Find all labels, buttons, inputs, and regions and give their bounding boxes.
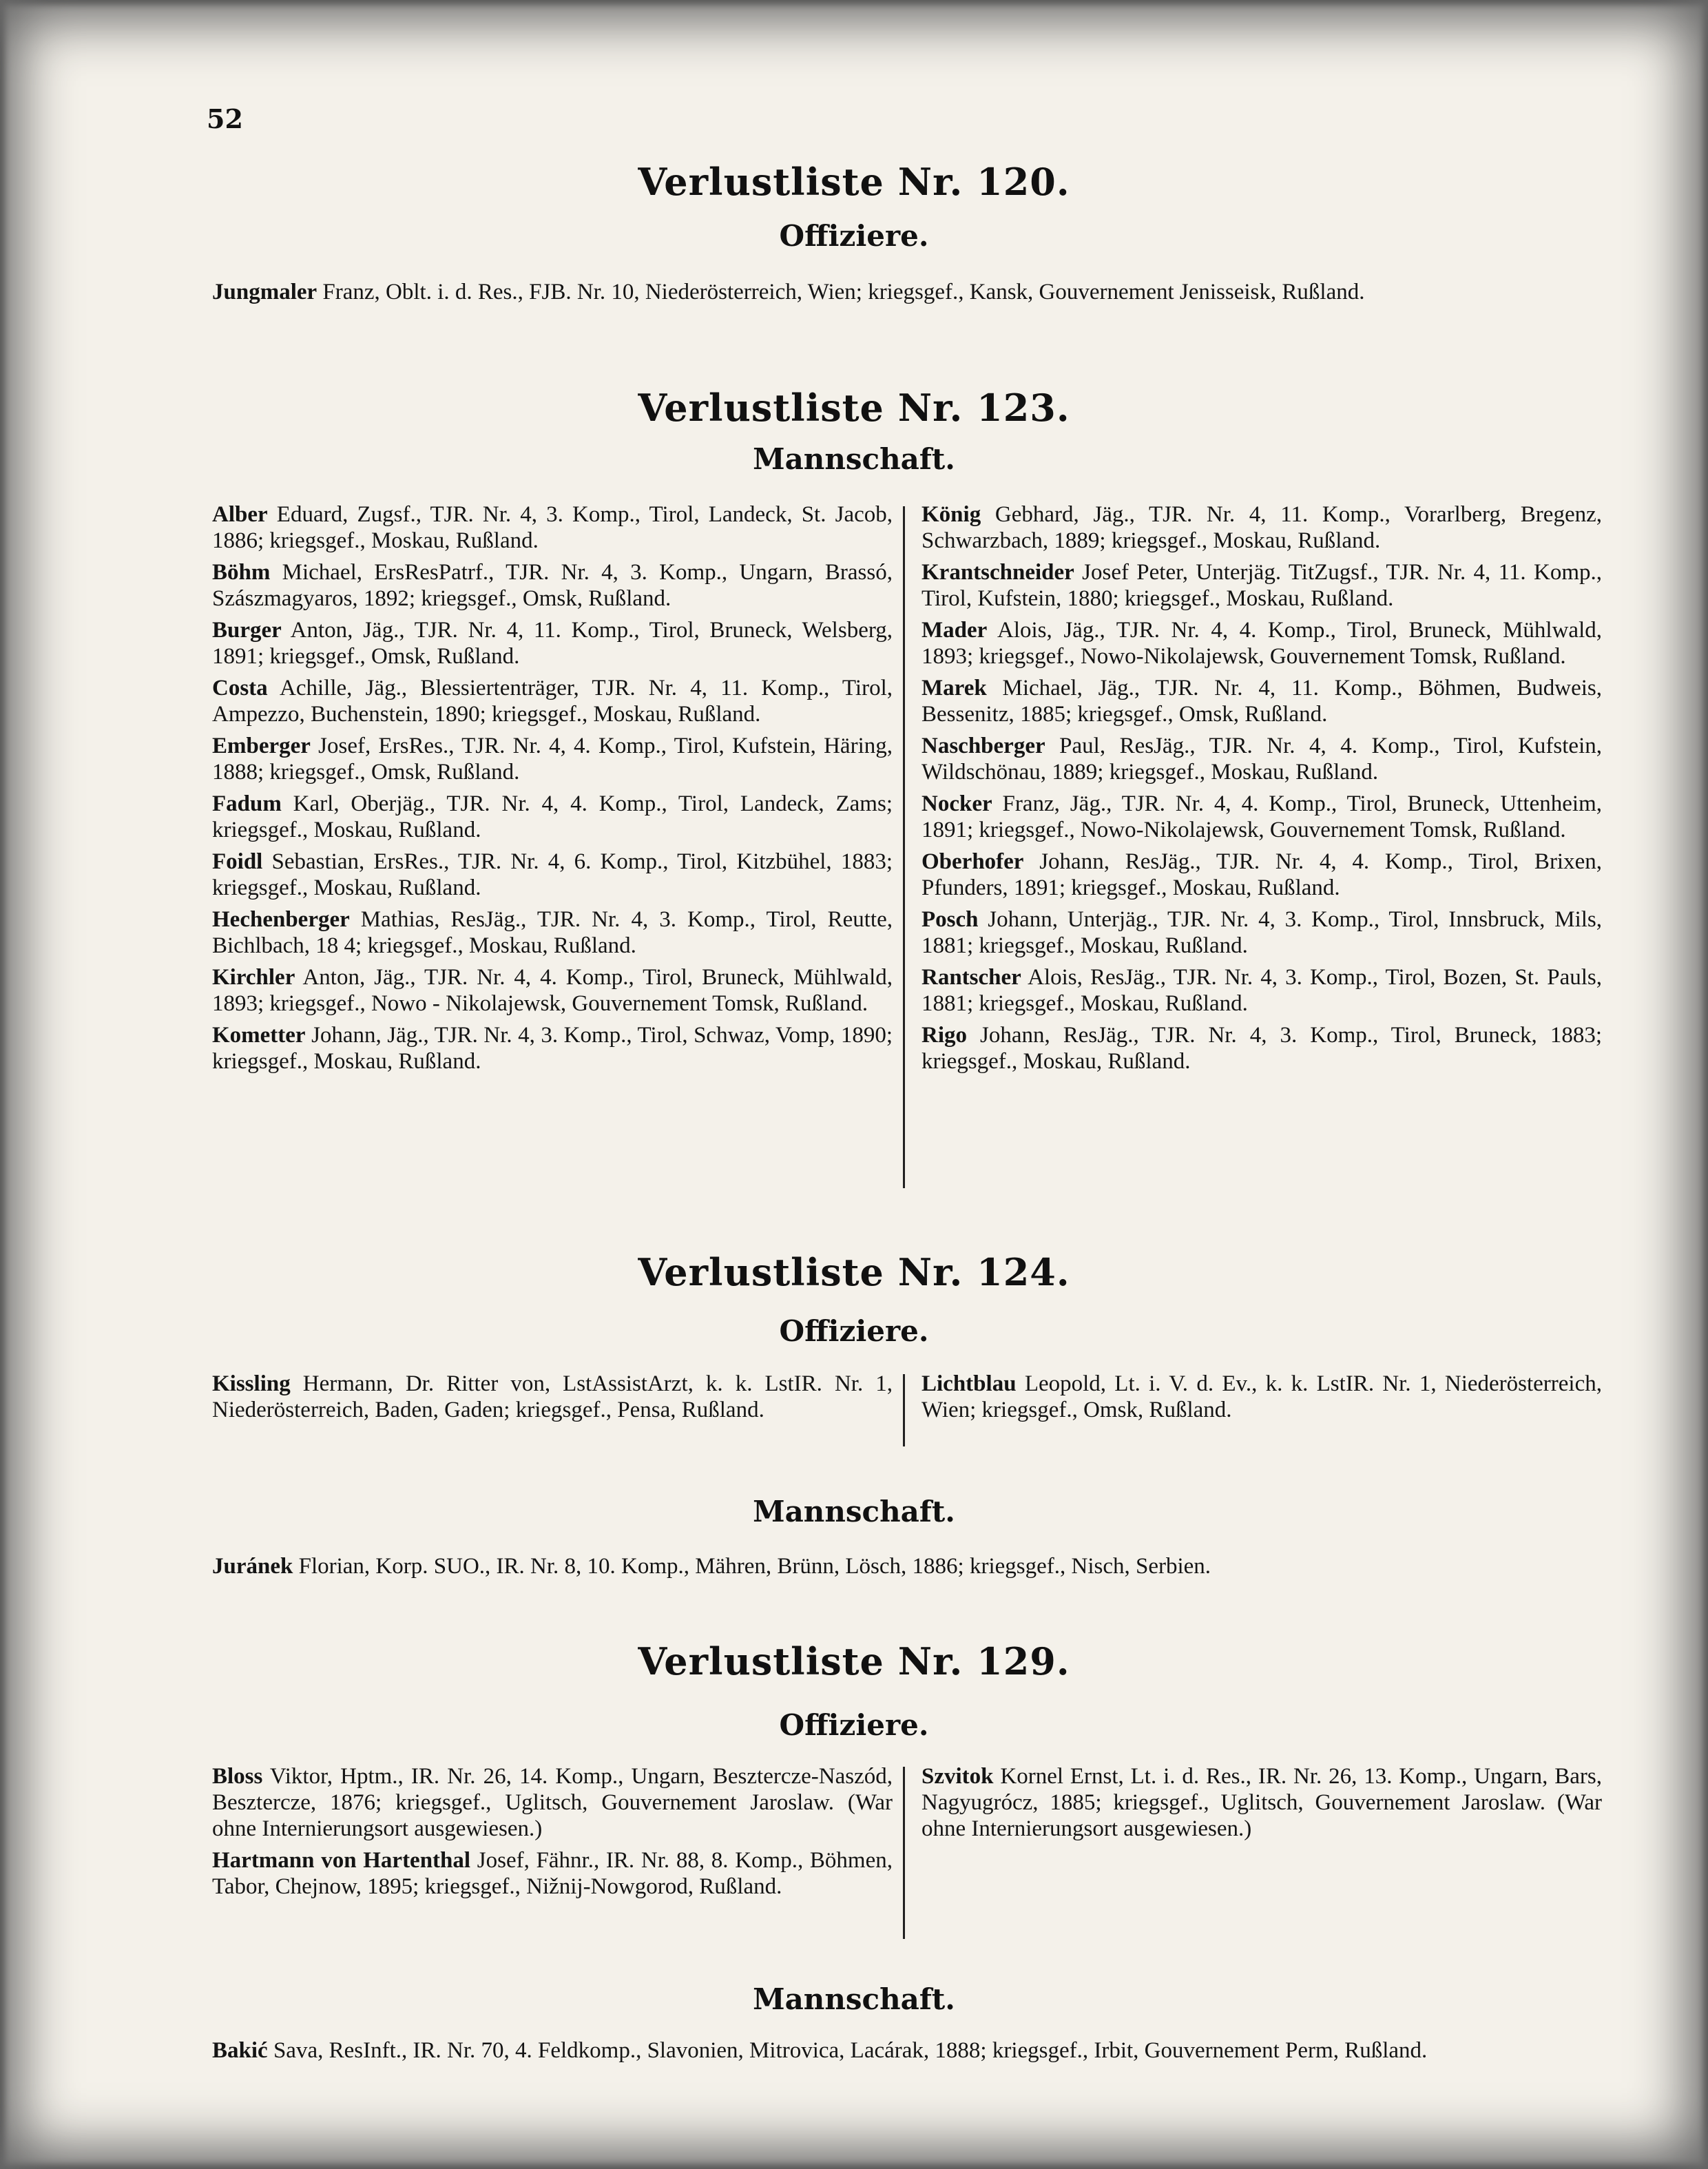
entry-name: Kirchler — [212, 965, 295, 990]
list-item — [212, 675, 893, 727]
list-item — [212, 1847, 893, 1900]
entry-name: Krantschneider — [921, 560, 1074, 585]
entry-text: Hermann, Dr. Ritter von, LstAssistArzt, k. k. LstIR. Nr. 1, Niederösterreich, Baden, Gaden; kriegsgef., Pensa, Rußland. — [212, 1371, 893, 1422]
list-item — [212, 733, 893, 785]
entry-name: Oberhofer — [921, 849, 1024, 874]
entry-text: Sava, ResInft., IR. Nr. 70, 4. Feldkomp., Slavonien, Mitrovica, Lacárak, 1888; kriegsgef., Irbit, Gouvernement Perm, Rußland. — [267, 2038, 1428, 2063]
list-item — [921, 1763, 1602, 1842]
list-item — [212, 617, 893, 670]
section-title-124: Verlustliste Nr. 124. — [638, 1250, 1070, 1294]
entry-text: Viktor, Hptm., IR. Nr. 26, 14. Komp., Ungarn, Besztercze-Naszód, Besztercze, 1876; kriegsgef., Uglitsch, Gouvernement Jaroslaw. (War ohne Internierungsort ausgewiesen.) — [212, 1764, 893, 1841]
list-item — [212, 849, 893, 901]
entry-name: Hartmann von Hartenthal — [212, 1848, 471, 1873]
entry-name: Rantscher — [921, 965, 1021, 990]
list-item — [921, 1022, 1602, 1075]
group-heading-124-mannschaft: Mannschaft. — [753, 1495, 955, 1528]
entry-name: Emberger — [212, 734, 311, 758]
entry-text: Leopold, Lt. i. V. d. Ev., k. k. LstIR. Nr. 1, Niederösterreich, Wien; kriegsgef., Omsk, Rußland. — [921, 1371, 1602, 1422]
entry-name: Costa — [212, 676, 268, 700]
entry-name: Alber — [212, 502, 268, 527]
entry-name: Böhm — [212, 560, 271, 585]
entry-name: Bloss — [212, 1764, 263, 1789]
column-right-124 — [921, 1371, 1602, 1429]
entry-name: Lichtblau — [921, 1371, 1017, 1396]
list-item — [212, 906, 893, 959]
entry-text: Johann, ResJäg., TJR. Nr. 4, 3. Komp., Tirol, Bruneck, 1883; kriegsgef., Moskau, Rußland. — [921, 1023, 1602, 1074]
group-heading-129-offiziere: Offiziere. — [779, 1708, 929, 1742]
column-left-123 — [212, 501, 893, 1080]
entry-name: Foidl — [212, 849, 263, 874]
entry-name: Posch — [921, 907, 979, 932]
group-heading-123-mannschaft: Mannschaft. — [753, 442, 955, 476]
entry-name: Burger — [212, 618, 282, 643]
entry-text: Johann, Unterjäg., TJR. Nr. 4, 3. Komp., Tirol, Innsbruck, Mils, 1881; kriegsgef., Moskau, Rußland. — [921, 907, 1602, 958]
entry-name: Kometter — [212, 1023, 306, 1048]
entry-name: Juránek — [212, 1554, 293, 1579]
entry-text: Franz, Oblt. i. d. Res., FJB. Nr. 10, Niederösterreich, Wien; kriegsgef., Kansk, Gouvernement Jenisseisk, Rußland. — [317, 280, 1365, 304]
entry-name: Kissling — [212, 1371, 291, 1396]
entry-text: Josef, Fähnr., IR. Nr. 88, 8. Komp., Böhmen, Tabor, Chejnow, 1895; kriegsgef., Nižnij-Nowgorod, Rußland. — [212, 1848, 893, 1899]
entry-name: Mader — [921, 618, 988, 643]
entry-text: Alois, ResJäg., TJR. Nr. 4, 3. Komp., Tirol, Bozen, St. Pauls, 1881; kriegsgef., Moskau, Rußland. — [921, 965, 1602, 1016]
entry-120-offiziere — [212, 279, 1586, 305]
entry-name: König — [921, 502, 981, 527]
entry-name: Marek — [921, 676, 987, 700]
entry-text: Alois, Jäg., TJR. Nr. 4, 4. Komp., Tirol, Bruneck, Mühlwald, 1893; kriegsgef., Nowo-Nikolajewsk, Gouvernement Tomsk, Rußland. — [921, 618, 1602, 669]
entry-text: Mathias, ResJäg., TJR. Nr. 4, 3. Komp., Tirol, Reutte, Bichlbach, 18 4; kriegsgef., Moskau, Rußland. — [212, 907, 893, 958]
list-item — [212, 1022, 893, 1075]
entry-name: Szvitok — [921, 1764, 994, 1789]
entry-text: Achille, Jäg., Blessiertenträger, TJR. Nr. 4, 11. Komp., Tirol, Ampezzo, Buchenstein, 1890; kriegsgef., Moskau, Rußland. — [212, 676, 893, 727]
column-left-129 — [212, 1763, 893, 1905]
entry-text: Gebhard, Jäg., TJR. Nr. 4, 11. Komp., Vorarlberg, Bregenz, Schwarzbach, 1889; kriegsgef., Moskau, Rußland. — [921, 502, 1602, 553]
list-item — [212, 501, 893, 554]
list-item — [921, 906, 1602, 959]
entry-name: Fadum — [212, 791, 282, 816]
column-divider — [903, 1767, 905, 1939]
list-item — [921, 733, 1602, 785]
list-item — [921, 1371, 1602, 1423]
section-title-129: Verlustliste Nr. 129. — [638, 1639, 1070, 1683]
entry-129-mannschaft — [212, 2037, 1586, 2064]
group-heading-124-offiziere: Offiziere. — [779, 1314, 929, 1348]
list-item — [212, 1371, 893, 1423]
entry-text: Eduard, Zugsf., TJR. Nr. 4, 3. Komp., Tirol, Landeck, St. Jacob, 1886; kriegsgef., Moskau, Rußland. — [212, 502, 893, 553]
entry-name: Bakić — [212, 2038, 268, 2063]
entry-text: Anton, Jäg., TJR. Nr. 4, 4. Komp., Tirol, Bruneck, Mühlwald, 1893; kriegsgef., Nowo - Nikolajewsk, Gouvernement Tomsk, Rußland. — [212, 965, 893, 1016]
entry-text: Anton, Jäg., TJR. Nr. 4, 11. Komp., Tirol, Bruneck, Welsberg, 1891; kriegsgef., Omsk, Rußland. — [212, 618, 893, 669]
entry-text: Johann, ResJäg., TJR. Nr. 4, 4. Komp., Tirol, Brixen, Pfunders, 1891; kriegsgef., Moskau, Rußland. — [921, 849, 1602, 900]
entry-text: Michael, Jäg., TJR. Nr. 4, 11. Komp., Böhmen, Budweis, Bessenitz, 1885; kriegsgef., Omsk, Rußland. — [921, 676, 1602, 727]
entry-text: Johann, Jäg., TJR. Nr. 4, 3. Komp., Tirol, Schwaz, Vomp, 1890; kriegsgef., Moskau, Rußland. — [212, 1023, 893, 1074]
list-item — [921, 675, 1602, 727]
column-divider — [903, 1374, 905, 1446]
group-heading-120-offiziere: Offiziere. — [779, 219, 929, 253]
list-item — [212, 1763, 893, 1842]
column-left-124 — [212, 1371, 893, 1429]
column-right-129 — [921, 1763, 1602, 1847]
column-divider — [903, 506, 905, 1188]
entry-124-mannschaft — [212, 1553, 1586, 1579]
entry-name: Rigo — [921, 1023, 967, 1048]
list-item — [212, 791, 893, 843]
entry-name: Naschberger — [921, 734, 1045, 758]
section-title-120: Verlustliste Nr. 120. — [638, 160, 1070, 204]
entry-text: Karl, Oberjäg., TJR. Nr. 4, 4. Komp., Tirol, Landeck, Zams; kriegsgef., Moskau, Rußland. — [212, 791, 893, 842]
entry-text: Michael, ErsResPatrf., TJR. Nr. 4, 3. Komp., Ungarn, Brassó, Szászmagyaros, 1892; kriegsgef., Omsk, Rußland. — [212, 560, 893, 611]
page-number: 52 — [207, 103, 243, 134]
entry-text: Sebastian, ErsRes., TJR. Nr. 4, 6. Komp., Tirol, Kitzbühel, 1883; kriegsgef., Moskau, Rußland. — [212, 849, 893, 900]
list-item — [921, 501, 1602, 554]
entry-text: Florian, Korp. SUO., IR. Nr. 8, 10. Komp., Mähren, Brünn, Lösch, 1886; kriegsgef., Nisch, Serbien. — [293, 1554, 1211, 1579]
section-title-123: Verlustliste Nr. 123. — [638, 386, 1070, 430]
column-right-123 — [921, 501, 1602, 1080]
entry-text: Kornel Ernst, Lt. i. d. Res., IR. Nr. 26, 13. Komp., Ungarn, Bars, Nagyugrócz, 1885; kriegsgef., Uglitsch, Gouvernement Jaroslaw. (War ohne Internierungsort ausgewiesen.) — [921, 1764, 1602, 1841]
list-item — [921, 791, 1602, 843]
entry-text: Paul, ResJäg., TJR. Nr. 4, 4. Komp., Tirol, Kufstein, Wildschönau, 1889; kriegsgef., Moskau, Rußland. — [921, 734, 1602, 785]
list-item — [921, 964, 1602, 1017]
group-heading-129-mannschaft: Mannschaft. — [753, 1982, 955, 2016]
entry-name: Jungmaler — [212, 280, 317, 304]
list-item — [212, 964, 893, 1017]
list-item — [921, 559, 1602, 612]
entry-text: Josef Peter, Unterjäg. TitZugsf., TJR. Nr. 4, 11. Komp., Tirol, Kufstein, 1880; kriegsgef., Moskau, Rußland. — [921, 560, 1602, 611]
entry-text: Josef, ErsRes., TJR. Nr. 4, 4. Komp., Tirol, Kufstein, Häring, 1888; kriegsgef., Omsk, Rußland. — [212, 734, 893, 785]
entry-name: Nocker — [921, 791, 992, 816]
entry-text: Franz, Jäg., TJR. Nr. 4, 4. Komp., Tirol, Bruneck, Uttenheim, 1891; kriegsgef., Nowo-Nikolajewsk, Gouvernement Tomsk, Rußland. — [921, 791, 1602, 842]
entry-name: Hechenberger — [212, 907, 350, 932]
list-item — [921, 617, 1602, 670]
list-item — [212, 559, 893, 612]
list-item — [921, 849, 1602, 901]
